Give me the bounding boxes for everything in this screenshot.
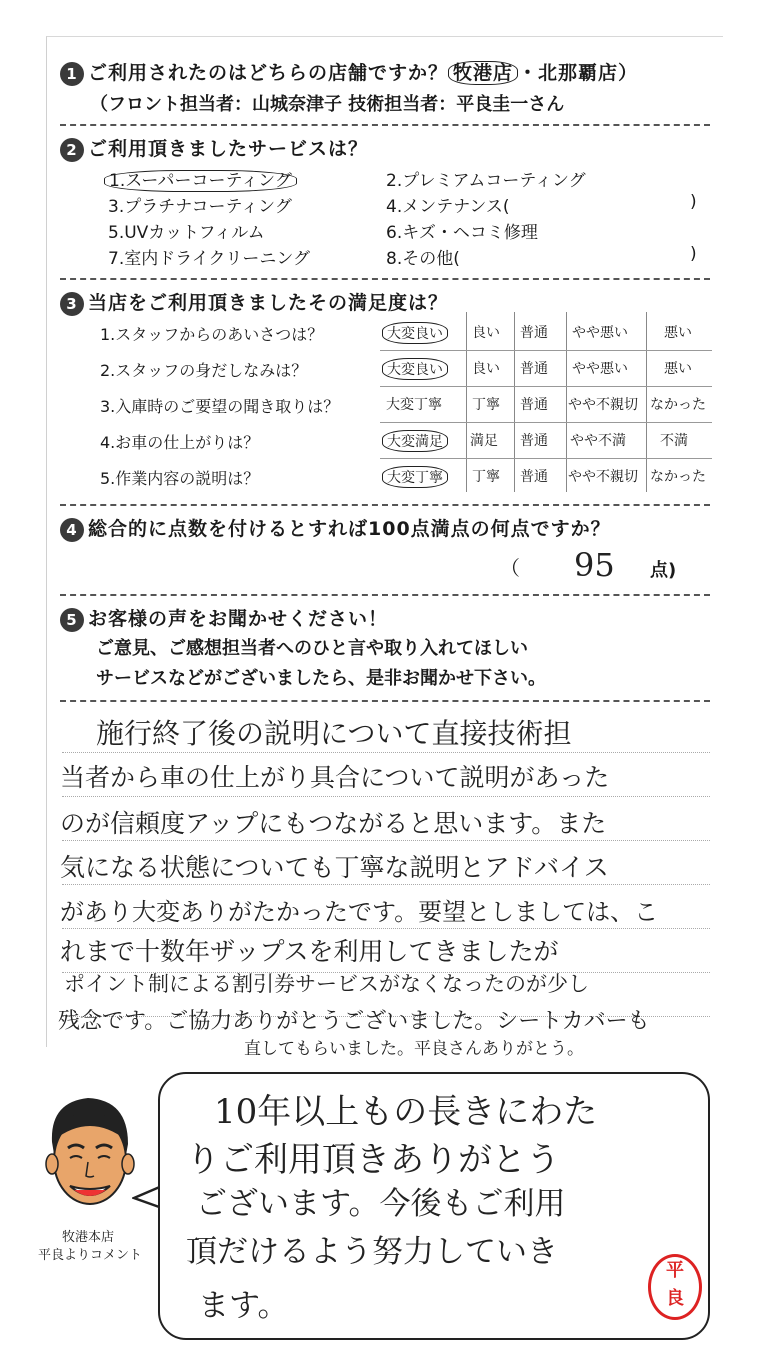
comment-line: があり大変ありがたかったです。要望としましては、こ xyxy=(60,898,659,926)
rating-option: やや不親切 xyxy=(568,397,638,413)
rating-option: 普通 xyxy=(520,433,548,449)
score-value: 95 xyxy=(574,546,615,584)
store-makiminato: 牧港店 xyxy=(448,61,518,85)
q2-text: ご利用頂きましたサービスは？ xyxy=(88,138,369,160)
reply-line: ます。 xyxy=(198,1288,289,1324)
divider xyxy=(60,278,710,280)
q2-heading xyxy=(60,134,368,162)
q5-line3: サービスなどがございましたら、是非お聞かせ下さい。 xyxy=(96,668,546,689)
table-divider xyxy=(466,312,467,492)
reply-line: ございます。今後もご利用 xyxy=(196,1186,566,1222)
score-open-paren: （ xyxy=(500,556,520,580)
rating-option: 満足 xyxy=(470,433,498,449)
rating-option: 良い xyxy=(472,325,500,341)
service-3: 3.プラチナコーティング xyxy=(108,197,292,217)
q1-heading xyxy=(60,58,638,86)
service-6: 6.キズ・ヘコミ修理 xyxy=(386,223,538,243)
comment-line: 施行終了後の説明について直接技術担 xyxy=(96,717,572,750)
service-2: 2.プレミアムコーティング xyxy=(386,171,586,191)
comment-line: 当者から車の仕上がり具合について説明があった xyxy=(60,763,610,792)
table-rule xyxy=(380,458,712,459)
rating-option: 普通 xyxy=(520,469,548,485)
q2-number: 2 xyxy=(60,138,84,162)
comment-line: 直してもらいました。平良さんありがとう。 xyxy=(244,1039,584,1059)
rating-selected: 大変丁寧 xyxy=(386,397,442,413)
q1-close-paren: ） xyxy=(618,62,639,84)
service-4: 4.メンテナンス( xyxy=(386,197,510,217)
service-4-close: ) xyxy=(690,192,697,212)
comment-line: 気になる状態についても丁寧な説明とアドバイス xyxy=(60,853,609,882)
staff-caption-2: 平良よりコメント xyxy=(38,1248,143,1263)
store-kitanaha: 北那覇店 xyxy=(538,62,619,84)
divider xyxy=(60,504,710,506)
reply-line: 頂だけるよう努力していき xyxy=(186,1234,558,1270)
q1-staff-line xyxy=(90,90,564,116)
q1-text: ご利用されたのはどちらの店舗ですか？ xyxy=(88,62,449,84)
front-staff-name: 山城奈津子 xyxy=(252,94,342,115)
service-1 xyxy=(104,166,297,191)
reply-line: りご利用頂きありがとう xyxy=(186,1140,560,1180)
service-8: 8.その他( xyxy=(386,249,460,269)
q3-heading xyxy=(60,288,448,316)
table-rule xyxy=(380,386,712,387)
rating-selected: 大変良い xyxy=(382,322,448,344)
store-separator: ・ xyxy=(518,62,539,84)
score-unit: 点) xyxy=(650,560,677,581)
q5-text: お客様の声をお聞かせください！ xyxy=(88,608,389,630)
rating-question: 3.入庫時のご要望の聞き取りは？ xyxy=(100,397,340,416)
table-rule xyxy=(380,350,712,351)
rating-option: 普通 xyxy=(520,397,548,413)
q1-number: 1 xyxy=(60,62,84,86)
rating-option: 不満 xyxy=(660,433,688,449)
tech-staff-name: 平良圭一さん xyxy=(456,94,565,115)
q4-text: 総合的に点数を付けるとすれば100点満点の何点ですか？ xyxy=(88,518,611,540)
rating-option: なかった xyxy=(650,469,706,485)
rating-option: 普通 xyxy=(520,325,548,341)
rating-option: 悪い xyxy=(664,361,692,377)
front-label: （フロント担当者： xyxy=(90,94,252,115)
q5-line2: ご意見、ご感想担当者へのひと言や取り入れてほしい xyxy=(96,638,528,659)
ruled-line xyxy=(62,884,710,885)
rating-question: 1.スタッフからのあいさつは？ xyxy=(100,325,324,344)
rating-option: なかった xyxy=(650,397,706,413)
rating-option: 丁寧 xyxy=(472,397,500,413)
rating-option: 良い xyxy=(472,361,500,377)
q4-heading xyxy=(60,514,611,542)
comment-line: れまで十数年ザップスを利用してきましたが xyxy=(60,937,559,966)
service-1-label: 1.スーパーコーティング xyxy=(104,170,297,192)
comment-line: 残念です。ご協力ありがとうございました。シートカバーも xyxy=(58,1009,650,1034)
table-divider xyxy=(646,312,647,492)
rating-option: やや不満 xyxy=(570,433,626,449)
rating-option: やや悪い xyxy=(572,361,628,377)
rating-selected: 大変丁寧 xyxy=(382,466,448,488)
service-8-close: ) xyxy=(690,244,697,264)
ruled-line xyxy=(62,796,710,797)
rating-question: 5.作業内容の説明は？ xyxy=(100,469,260,488)
rating-selected: 大変満足 xyxy=(382,430,448,452)
ruled-line xyxy=(62,752,710,753)
tech-label: 技術担当者： xyxy=(348,94,457,115)
rating-selected: 大変良い xyxy=(382,358,448,380)
ruled-line xyxy=(62,928,710,929)
rating-option: やや不親切 xyxy=(568,469,638,485)
rating-option: 丁寧 xyxy=(472,469,500,485)
table-divider xyxy=(514,312,515,492)
divider xyxy=(60,700,710,702)
comment-line: ポイント制による割引券サービスがなくなったのが少し xyxy=(64,972,589,996)
q4-number: 4 xyxy=(60,518,84,542)
staff-caption-1: 牧港本店 xyxy=(62,1230,115,1245)
q3-number: 3 xyxy=(60,292,84,316)
table-rule xyxy=(380,422,712,423)
divider xyxy=(60,594,710,596)
rating-option: やや悪い xyxy=(572,325,628,341)
comment-line: のが信頼度アップにもつながると思います。また xyxy=(60,809,607,838)
table-divider xyxy=(566,312,567,492)
ruled-line xyxy=(62,840,710,841)
rating-option: 悪い xyxy=(664,325,692,341)
q3-text: 当店をご利用頂きましたその満足度は？ xyxy=(88,292,449,314)
divider xyxy=(60,124,710,126)
rating-question: 2.スタッフの身だしなみは？ xyxy=(100,361,308,380)
q5-heading xyxy=(60,604,388,632)
service-7: 7.室内ドライクリーニング xyxy=(108,249,311,269)
q5-number: 5 xyxy=(60,608,84,632)
rating-option: 普通 xyxy=(520,361,548,377)
reply-line: 10年以上もの長きにわた xyxy=(214,1092,598,1132)
service-5: 5.UVカットフィルム xyxy=(108,223,265,243)
rating-question: 4.お車の仕上がりは？ xyxy=(100,433,260,452)
name-seal-stamp: 平 良 xyxy=(648,1254,702,1320)
